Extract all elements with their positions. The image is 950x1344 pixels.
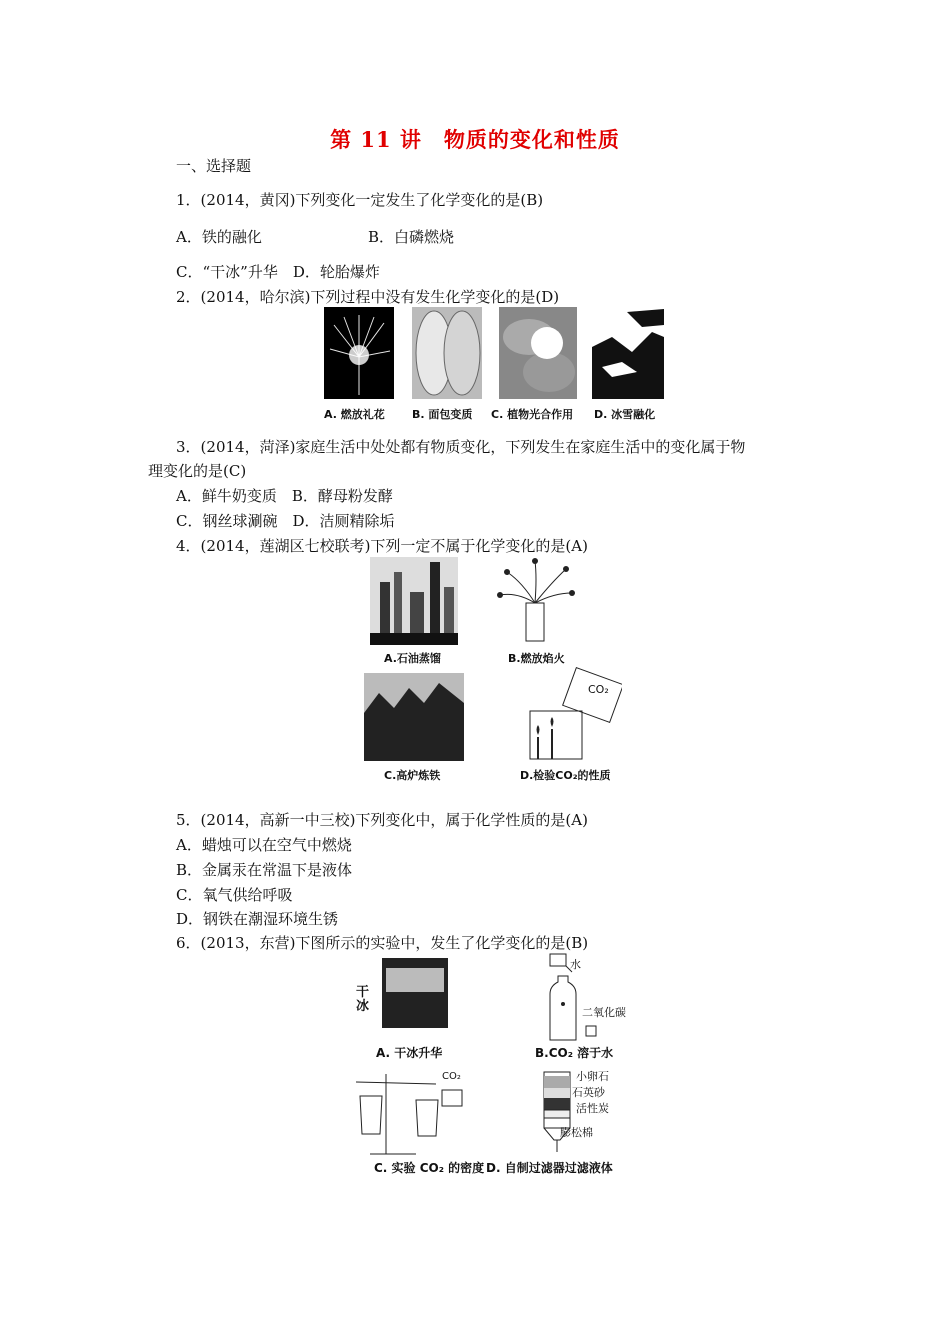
question-6-figure — [350, 952, 650, 1180]
melting-snow-photo — [592, 307, 664, 399]
page-title: 第 11 讲 物质的变化和性质 — [330, 127, 620, 152]
question-2-figure — [322, 305, 667, 423]
question-1-option-b: B．白磷燃烧 — [368, 228, 455, 246]
filter-drawing — [540, 1068, 576, 1160]
q6-caption-a: A. 干冰升华 — [376, 1046, 443, 1060]
section-heading: 一、选择题 — [176, 157, 252, 175]
petroleum-distillation-photo — [370, 557, 458, 645]
co2-bottle-drawing — [546, 952, 626, 1042]
cotton-label: 膨松棉 — [560, 1126, 593, 1139]
balance-drawing — [356, 1070, 486, 1158]
question-2-stem: 2．(2014，哈尔滨)下列过程中没有发生化学变化的是(D) — [176, 288, 560, 306]
question-4-figure — [362, 555, 627, 783]
q6-caption-c: C. 实验 CO₂ 的密度 — [374, 1161, 485, 1175]
co2-beaker-drawing — [512, 667, 622, 763]
pebbles-label: 小卵石 — [576, 1070, 609, 1083]
question-5-option-c: C．氧气供给呼吸 — [176, 886, 293, 904]
question-5-stem: 5．(2014，高新一中三校)下列变化中，属于化学性质的是(A) — [176, 811, 588, 829]
q2-caption-c: C. 植物光合作用 — [491, 408, 574, 421]
q4-caption-c: C.高炉炼铁 — [384, 769, 441, 782]
question-1-options-cd: C．“干冰”升华 D．轮胎爆炸 — [176, 263, 380, 281]
carbon-label: 活性炭 — [576, 1102, 609, 1115]
question-6-stem: 6．(2013，东营)下图所示的实验中，发生了化学变化的是(B) — [176, 934, 589, 952]
q4-caption-b: B.燃放焰火 — [508, 652, 565, 665]
question-3-options-ab: A．鲜牛奶变质 B．酵母粉发酵 — [176, 487, 393, 505]
co2-label: CO₂ — [588, 683, 609, 696]
dry-ice-label: 干 冰 — [356, 985, 370, 1014]
question-4-stem: 4．(2014，莲湖区七校联考)下列一定不属于化学变化的是(A) — [176, 537, 588, 555]
q4-caption-d: D.检验CO₂的性质 — [520, 769, 611, 782]
question-3-stem-line2: 理变化的是(C) — [148, 462, 247, 480]
fireworks-bottle-drawing — [492, 557, 580, 645]
question-5-option-b: B．金属汞在常温下是液体 — [176, 861, 353, 879]
dry-ice-photo — [382, 958, 448, 1028]
q2-caption-d: D. 冰雪融化 — [594, 408, 656, 421]
q2-caption-a: A. 燃放礼花 — [324, 408, 385, 421]
photosynthesis-photo — [499, 307, 577, 399]
water-label: 水 — [570, 958, 581, 971]
q6-caption-d: D. 自制过滤器过滤液体 — [486, 1161, 613, 1175]
co2-gas-label: 二氧化碳 — [582, 1006, 626, 1019]
moldy-bread-photo — [412, 307, 482, 399]
q4-caption-a: A.石油蒸馏 — [384, 652, 441, 665]
question-5-option-d: D．钢铁在潮湿环境生锈 — [176, 910, 339, 928]
question-3-stem-line1: 3．(2014，菏泽)家庭生活中处处都有物质变化，下列发生在家庭生活中的变化属于物 — [176, 438, 746, 456]
q6-caption-b: B.CO₂ 溶于水 — [535, 1046, 614, 1060]
sand-label: 石英砂 — [572, 1086, 605, 1099]
question-1-option-a: A．铁的融化 — [176, 228, 262, 246]
blast-furnace-photo — [364, 673, 464, 761]
question-5-option-a: A．蜡烛可以在空气中燃烧 — [176, 836, 352, 854]
question-3-options-cd: C．钢丝球涮碗 D．洁厕精除垢 — [176, 512, 395, 530]
q2-caption-b: B. 面包变质 — [412, 408, 473, 421]
question-1-stem: 1．(2014，黄冈)下列变化一定发生了化学变化的是(B) — [176, 191, 544, 209]
co2-small-label: CO₂ — [442, 1071, 461, 1082]
fireworks-photo — [324, 307, 394, 399]
